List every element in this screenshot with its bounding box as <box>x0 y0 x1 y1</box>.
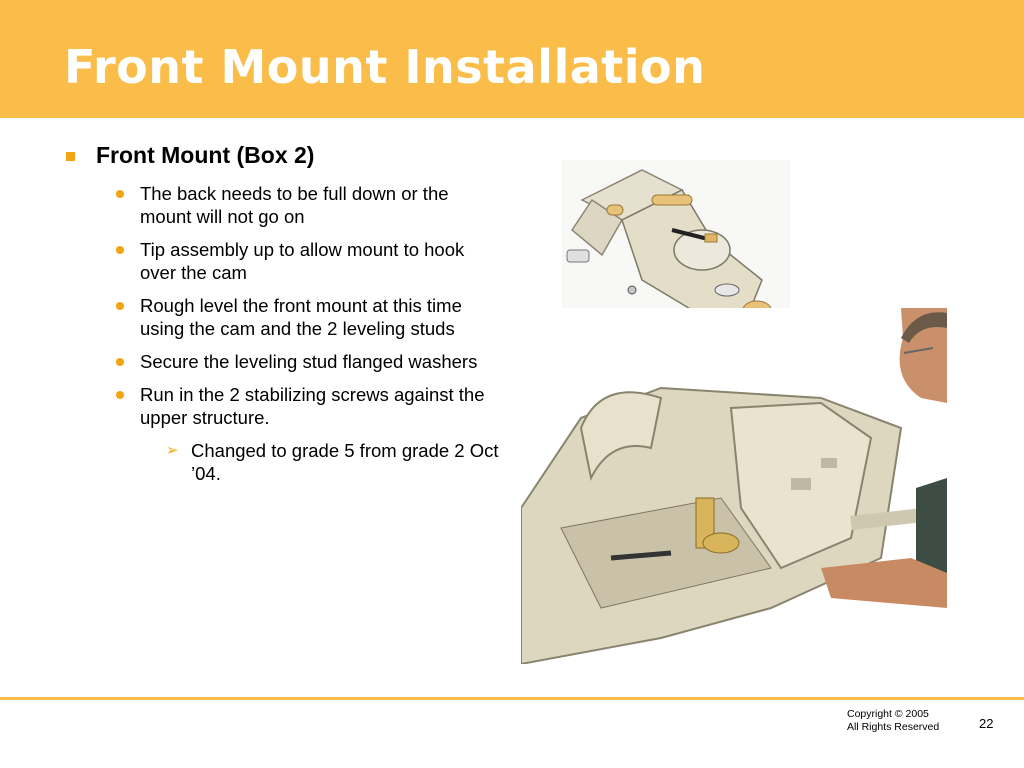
copyright-line-1: Copyright © 2005 <box>847 708 929 720</box>
list-item-text: Run in the 2 stabilizing screws against the upper structure. <box>140 384 485 428</box>
round-bullet-icon <box>116 391 124 399</box>
sub-list-item <box>60 439 500 485</box>
list-item <box>60 383 500 429</box>
sub-list-item-text: Changed to grade 5 from grade 2 Oct ’04. <box>191 440 499 484</box>
round-bullet-icon <box>116 358 124 366</box>
slide-title: Front Mount Installation <box>64 40 706 94</box>
list-item <box>60 182 500 228</box>
list-item <box>60 294 500 340</box>
bullet-list <box>60 140 500 485</box>
list-item <box>60 350 500 373</box>
bullet-front-mount <box>60 140 500 170</box>
round-bullet-icon <box>116 190 124 198</box>
copyright-notice <box>847 708 939 734</box>
square-bullet-icon <box>66 152 75 161</box>
list-item <box>60 238 500 284</box>
installation-drawing <box>521 308 947 664</box>
installation-photo <box>521 308 947 664</box>
copyright-line-2: All Rights Reserved <box>847 721 940 733</box>
round-bullet-icon <box>116 302 124 310</box>
title-bar <box>0 0 1024 118</box>
footer-divider <box>0 697 1024 700</box>
round-bullet-icon <box>116 246 124 254</box>
page-number: 22 <box>979 716 994 731</box>
bullet-text: Front Mount (Box 2) <box>96 142 315 168</box>
list-item-text: Rough level the front mount at this time using the cam and the 2 leveling studs <box>140 295 462 339</box>
list-item-text: Secure the leveling stud flanged washers <box>140 351 478 372</box>
list-item-text: Tip assembly up to allow mount to hook over the cam <box>140 239 465 283</box>
list-item-text: The back needs to be full down or the mount will not go on <box>140 183 449 227</box>
arrowhead-bullet-icon: ➢ <box>166 442 179 459</box>
